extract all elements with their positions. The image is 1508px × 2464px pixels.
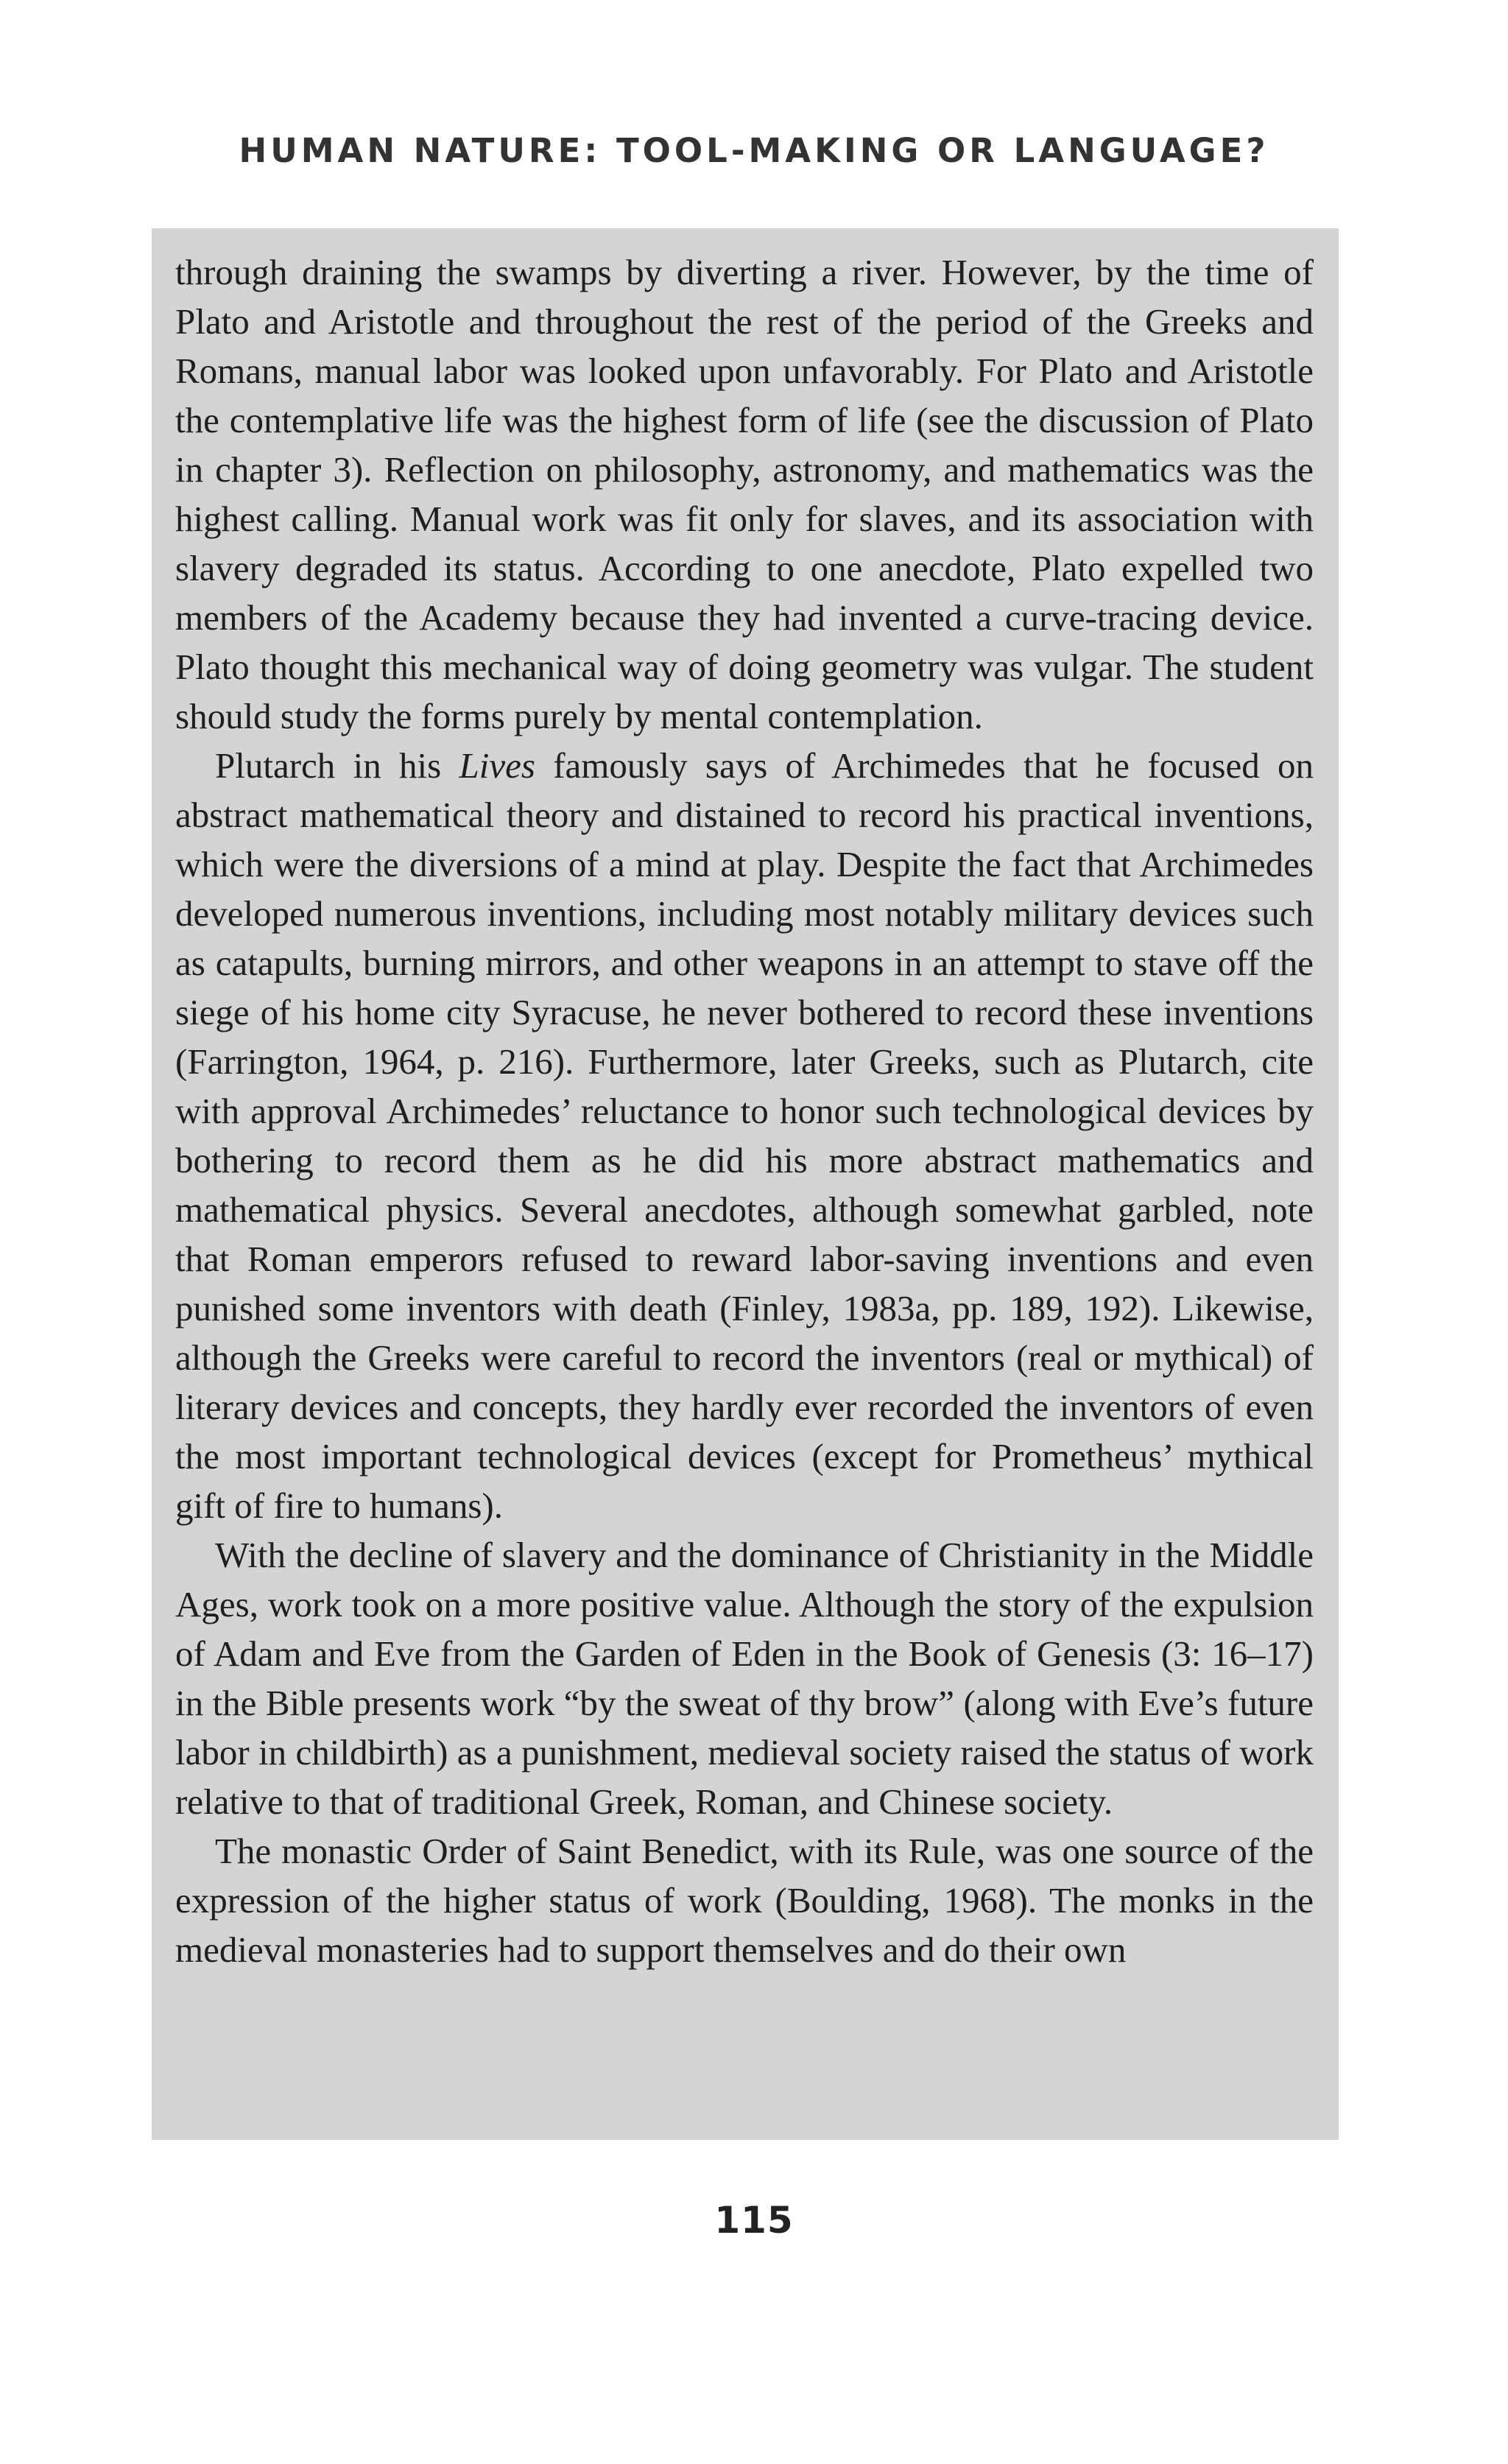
paragraph-saint-benedict: The monastic Order of Saint Benedict, with its Rule, was one source of the expression of the higher status of work (Boulding, 1968). The monks in the medieval monasteries had to support themselves and do their own [175, 1831, 1314, 1970]
paragraph-continuation-text: famously says of Archimedes that he focused on abstract mathematical theory and distained to record his practical inventions, which were the diversions of a mind at play. Despite the fact that Archimedes developed numerous inventions, including most notably military devices such as catapults, burning mirrors, and other weapons in an attempt to stave off the siege of his home city Syracuse, he never bothered to record these inventions (Farrington, 1964, p. 216). Furthermore, later Greeks, such as Plutarch, cite with approval Archimedes’ reluctance to honor such technological devices by bothering to record them as he did his more abstract mathematics and mathematical physics. Several anecdotes, although somewhat garbled, note that Roman emperors refused to reward labor-saving inventions and even punished some inventors with death (Finley, 1983a, pp. 189, 192). Likewise, although the Greeks were careful to record the inventors (real or mythical) of literary devices and concepts, they hardly ever recorded the inventors of even the most important technological devices (except for Prometheus’ mythical gift of fire to humans). [175, 745, 1314, 1526]
body-text-block [152, 228, 1339, 2140]
paragraph-plato-aristotle: through draining the swamps by diverting a river. However, by the time of Plato and Aristotle and throughout the rest of the period of the Greeks and Romans, manual labor was looked upon unfavorably. For Plato and Aristotle the contemplative life was the highest form of life (see the discussion of Plato in chapter 3). Reflection on philosophy, astronomy, and mathematics was the highest calling. Manual work was fit only for slaves, and its association with slavery degraded its status. According to one anecdote, Plato expelled two members of the Academy because they had invented a curve-tracing device. Plato thought this mechanical way of doing geometry was vulgar. The student should study the forms purely by mental contemplation. [175, 252, 1314, 736]
paragraph-middle-ages: With the decline of slavery and the dominance of Christianity in the Middle Ages, work took on a more positive value. Although the story of the expulsion of Adam and Eve from the Garden of Eden in the Book of Genesis (3: 16–17) in the Bible presents work “by the sweat of thy brow” (along with Eve’s future labor in childbirth) as a punishment, medieval society raised the status of work relative to that of traditional Greek, Roman, and Chinese society. [175, 1535, 1314, 1822]
page-number: 115 [714, 2199, 794, 2242]
paragraph-lead-text: Plutarch in his [215, 745, 459, 786]
paragraph-plutarch-archimedes [175, 741, 1314, 1530]
running-head: HUMAN NATURE: TOOL-MAKING OR LANGUAGE? [239, 131, 1269, 170]
book-title-lives: Lives [459, 745, 535, 786]
